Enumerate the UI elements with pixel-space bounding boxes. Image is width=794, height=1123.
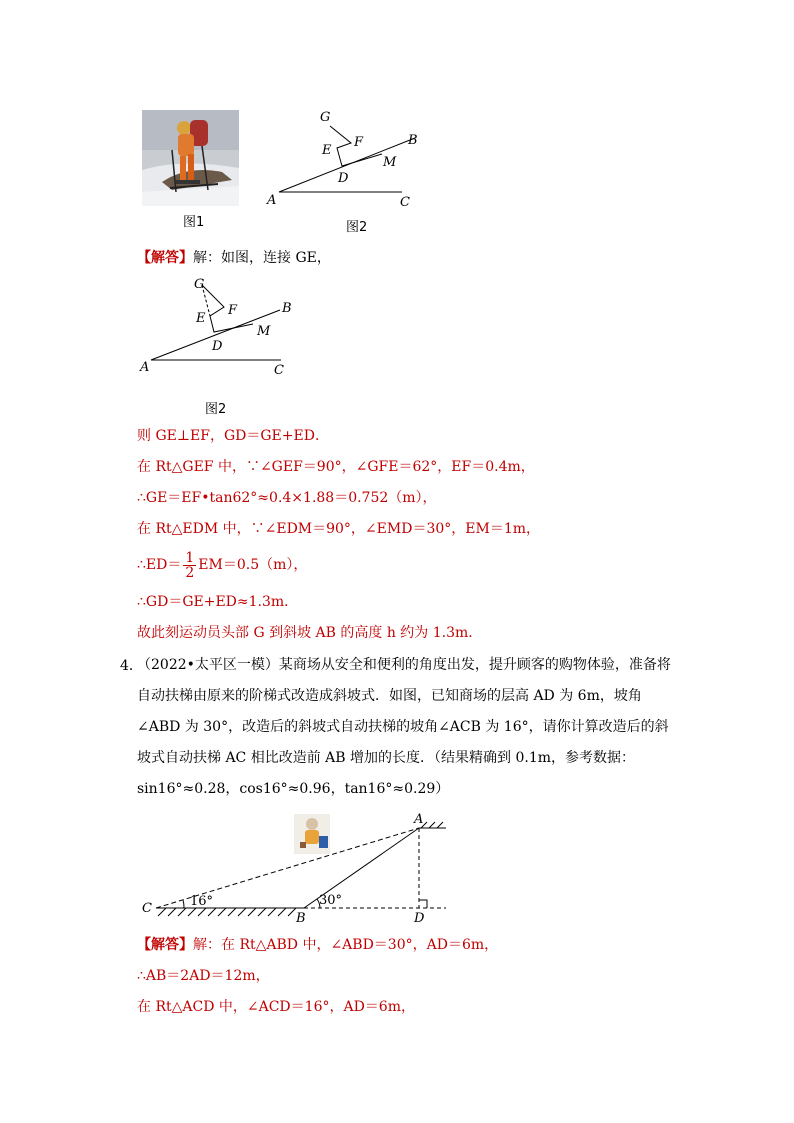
label-b: B — [296, 911, 306, 924]
answer1-line-5: ∴GD＝GE+ED≈1.3m． — [137, 594, 299, 610]
ground-hatch — [158, 908, 296, 916]
escalator-diagram — [136, 808, 452, 924]
answer1-head-text: 解：如图，连接 GE， — [193, 250, 331, 266]
label-b: B — [282, 301, 292, 316]
angle-c-arc — [183, 900, 184, 908]
shopper-icon — [294, 814, 330, 854]
fig1-caption: 图1 — [183, 215, 205, 230]
answer4-tag: 【解答】 — [137, 937, 193, 953]
fig2-answer-caption: 图2 — [205, 402, 227, 417]
label-g: G — [194, 277, 205, 292]
label-e: E — [196, 311, 206, 326]
ed-suffix: EM＝0.5（m）， — [198, 557, 308, 573]
answer-tag: 【解答】 — [137, 250, 193, 266]
label-a: A — [414, 812, 424, 827]
label-m: M — [257, 324, 271, 339]
label-f: F — [354, 135, 364, 150]
answer1-heading — [137, 248, 331, 268]
answer4-line-2: ∴AB＝2AD＝12m， — [137, 968, 270, 984]
right-angle-mark — [419, 900, 427, 908]
answer1-line-1: 则 GE⊥EF，GD＝GE+ED． — [137, 428, 329, 444]
top-hatch — [421, 822, 443, 828]
answer1-line-3: ∴GE＝EF•tan62°≈0.4×1.88＝0.752（m）， — [137, 490, 437, 506]
fig2-top-diagram — [262, 106, 422, 208]
problem4-number: 4． — [120, 658, 143, 674]
answer1-line-4: 在 Rt△EDM 中，∵∠EDM＝90°，∠EMD＝30°，EM＝1m， — [137, 521, 540, 537]
label-c: C — [400, 195, 410, 208]
answer4-line-1-text: 解：在 Rt△ABD 中，∠ABD＝30°，AD＝6m， — [193, 937, 499, 953]
angle-b-value: 30° — [319, 893, 343, 908]
fraction-den: 2 — [185, 564, 195, 581]
fig2-top-caption: 图2 — [346, 220, 368, 235]
label-e: E — [322, 143, 332, 158]
label-d: D — [212, 339, 223, 354]
problem4-text: （2022•太平区一模）某商场从安全和便利的角度出发，提升顾客的购物体验，准备将自动扶梯由原来的阶梯式改造成斜坡式．如图，已知商场的层高 AD 为 6m，坡角∠ABD 为 30°，改造后的斜坡式自动扶梯的坡角∠ACB 为 16°，请你计算改造后的斜坡式自动扶梯 AC 相比改造前 AB 增加的长度．（结果精确到 0.1m，参考数据：sin16°≈0.28，cos16°≈0.96，tan16°≈0.29） — [137, 657, 671, 797]
label-m: M — [383, 155, 397, 170]
label-a: A — [140, 360, 150, 375]
fraction-num: 1 — [185, 549, 195, 566]
label-c: C — [274, 363, 284, 378]
answer1-line-2: 在 Rt△GEF 中，∵∠GEF＝90°，∠GFE＝62°，EF＝0.4m， — [137, 459, 535, 475]
answer4-line-1 — [137, 935, 498, 955]
label-a: A — [267, 193, 277, 208]
ed-prefix: ∴ED＝ — [137, 557, 182, 573]
label-b: B — [408, 133, 418, 148]
label-c: C — [142, 901, 152, 916]
label-d: D — [338, 171, 349, 186]
label-g: G — [320, 110, 331, 125]
label-f: F — [228, 303, 238, 318]
skier-photo — [142, 110, 239, 206]
answer4-line-3: 在 Rt△ACD 中，∠ACD＝16°，AD＝6m， — [137, 999, 415, 1015]
answer1-line-ed — [137, 548, 307, 582]
angle-c-value: 16° — [190, 894, 214, 909]
label-d: D — [414, 911, 425, 924]
answer1-line-6: 故此刻运动员头部 G 到斜坡 AB 的高度 h 约为 1.3m． — [137, 625, 483, 641]
fig2-answer-diagram — [136, 272, 302, 378]
fraction-half — [183, 551, 196, 580]
